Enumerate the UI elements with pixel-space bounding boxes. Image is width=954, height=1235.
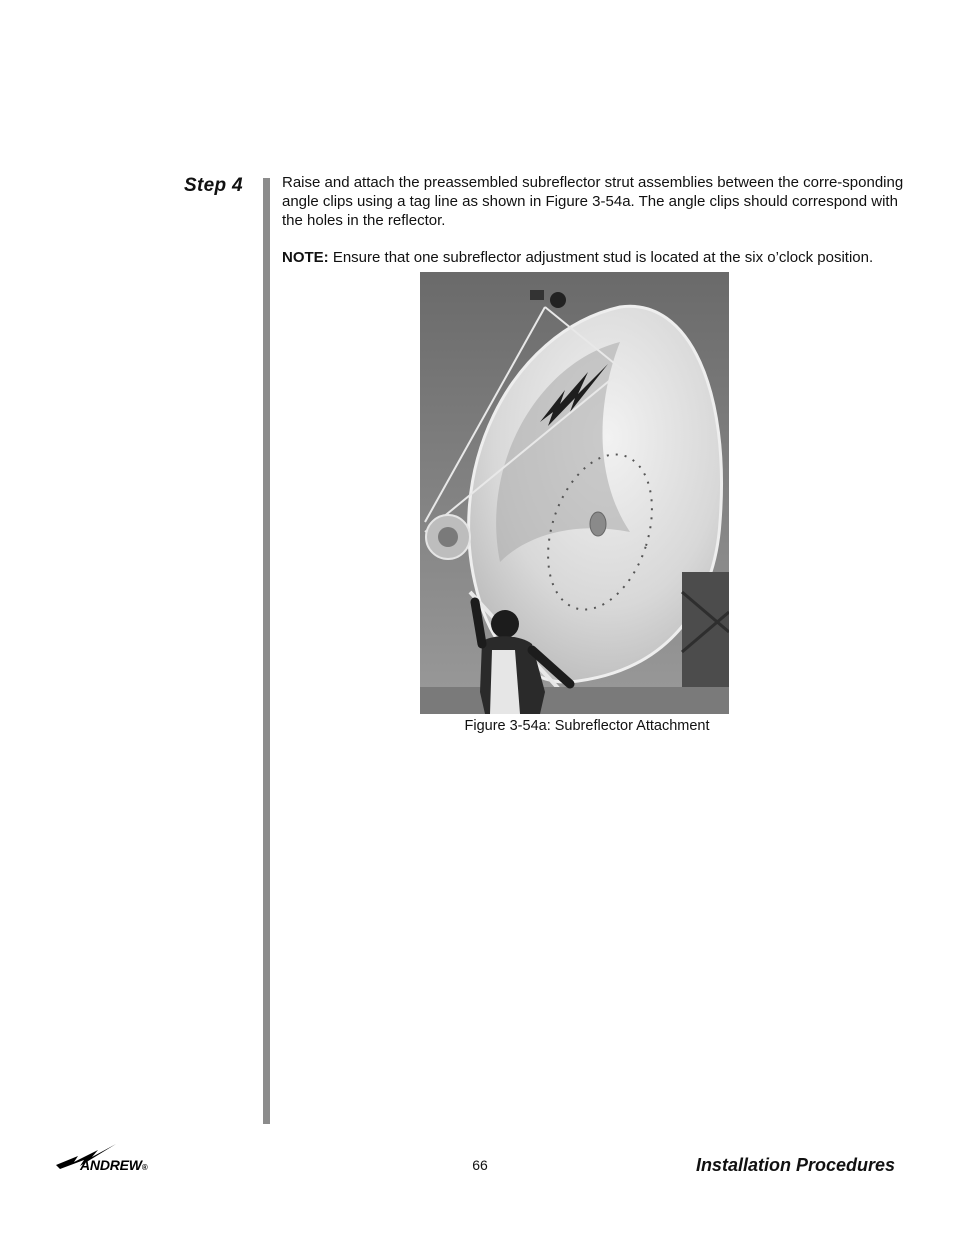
andrew-logo — [56, 1141, 170, 1177]
figure-photo-subreflector-attachment — [420, 272, 729, 714]
note — [282, 248, 912, 267]
vertical-rule — [263, 178, 270, 1124]
step-label: Step 4 — [184, 175, 243, 196]
figure-caption: Figure 3-54a: Subreflector Attachment — [464, 718, 710, 734]
registered-mark: ® — [141, 1163, 148, 1172]
step-instructions — [282, 173, 907, 230]
note-text: Ensure that one subreflector adjustment stud is located at the six o’clock position. — [328, 249, 874, 266]
page-number: 66 — [472, 1157, 488, 1173]
logo-wordmark: ANDREW® — [80, 1157, 148, 1173]
dish-photo-illustration — [420, 272, 729, 714]
instruction-paragraph: Raise and attach the preassembled subreflector strut assemblies between the corre-sponding angle clips using a tag line as shown in Figure 3-54a. The angle clips should correspond with the holes in the reflector. — [282, 174, 904, 229]
note-label: NOTE: — [282, 249, 329, 266]
section-title: Installation Procedures — [695, 1155, 895, 1175]
